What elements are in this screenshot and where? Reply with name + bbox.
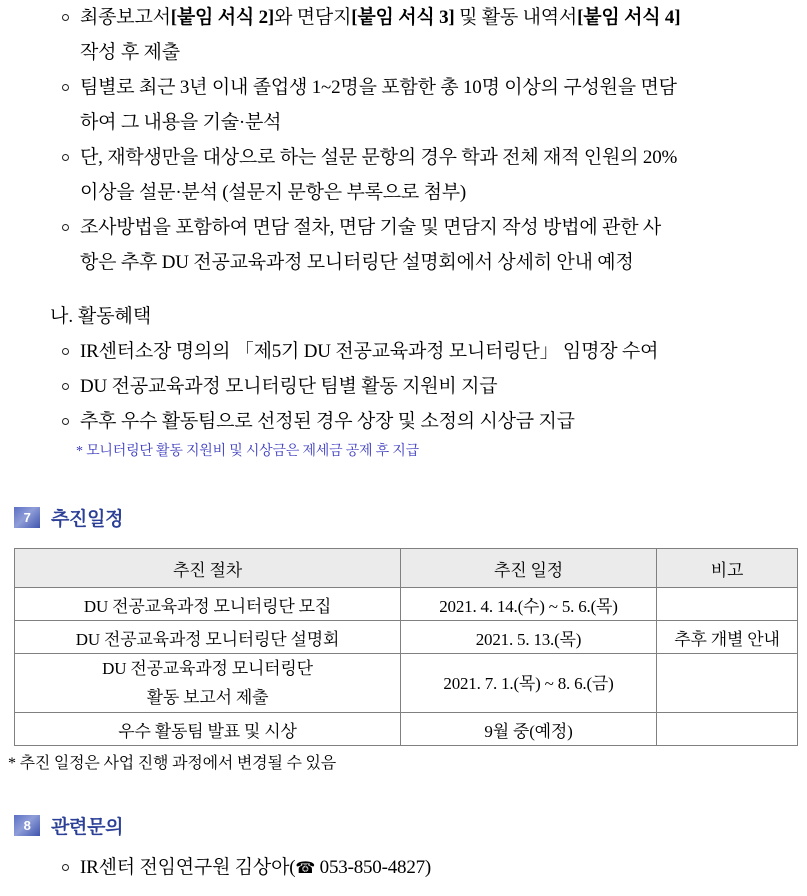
section-title: 추진일정 xyxy=(51,509,124,530)
table-head xyxy=(15,549,798,588)
cell-procedure: 우수 활동팀 발표 및 시상 xyxy=(15,713,401,746)
section-number-badge: 7 xyxy=(14,507,40,528)
cell-remark xyxy=(657,713,798,746)
bullet-text-part: 와 면담지 xyxy=(274,7,352,28)
bullet-text-part: 및 활동 내역서 xyxy=(454,7,578,28)
bullet-text-bold: [붙임 서식 2] xyxy=(170,7,275,28)
list-item xyxy=(58,210,798,280)
table-header-row xyxy=(15,549,798,588)
requirements-list xyxy=(58,0,798,280)
benefit-heading: 나. 활동혜택 xyxy=(50,306,152,327)
bullet-text-cont: 작성 후 제출 xyxy=(80,42,180,63)
list-item xyxy=(58,850,798,885)
bullet-text-part: 단, 재학생만을 대상으로 하는 설문 문항의 경우 학과 전체 재적 인원의 20% xyxy=(80,147,678,168)
cell-remark xyxy=(657,654,798,713)
bullet-text-bold: [붙임 서식 3] xyxy=(351,7,455,28)
telephone-icon: ☎ xyxy=(295,858,316,877)
cell-procedure: DU 전공교육과정 모니터링단 모집 xyxy=(15,588,401,621)
section-number-badge: 8 xyxy=(14,815,40,836)
cell-procedure-line2: 활동 보고서 제출 xyxy=(146,688,269,707)
table-row xyxy=(15,621,798,654)
cell-schedule: 2021. 5. 13.(목) xyxy=(401,621,657,654)
cell-procedure: DU 전공교육과정 모니터링단 설명회 xyxy=(15,621,401,654)
list-item xyxy=(58,70,798,140)
contact-text: IR센터 전임연구원 김상아( xyxy=(80,857,296,878)
list-item xyxy=(58,140,798,210)
table-body xyxy=(15,588,798,746)
section-title: 관련문의 xyxy=(51,817,124,838)
benefit-list xyxy=(58,334,798,439)
column-header-procedure: 추진 절차 xyxy=(15,549,401,588)
contact-list xyxy=(58,850,798,885)
section-heading-contact xyxy=(14,812,123,839)
column-header-remark: 비고 xyxy=(657,549,798,588)
table-row xyxy=(15,713,798,746)
list-item xyxy=(58,334,798,369)
cell-remark: 추후 개별 안내 xyxy=(657,621,798,654)
section-heading-schedule xyxy=(14,504,123,531)
cell-schedule: 2021. 7. 1.(목) ~ 8. 6.(금) xyxy=(401,654,657,713)
bullet-text-cont: 항은 추후 DU 전공교육과정 모니터링단 설명회에서 상세히 안내 예정 xyxy=(80,252,634,273)
benefit-text: IR센터소장 명의의 「제5기 DU 전공교육과정 모니터링단」 임명장 수여 xyxy=(80,341,659,362)
list-item xyxy=(58,404,798,439)
list-item xyxy=(58,0,798,70)
schedule-table-wrap xyxy=(14,548,794,746)
bullet-text-bold: [붙임 서식 4] xyxy=(577,7,681,28)
schedule-note: * 추진 일정은 사업 진행 과정에서 변경될 수 있음 xyxy=(8,755,337,772)
contact-phone: 053-850-4827) xyxy=(319,857,432,878)
cell-procedure-line1: DU 전공교육과정 모니터링단 xyxy=(102,659,313,678)
bullet-text-part: 조사방법을 포함하여 면담 절차, 면담 기술 및 면담지 작성 방법에 관한 사 xyxy=(80,217,662,238)
benefit-text: 추후 우수 활동팀으로 선정된 경우 상장 및 소정의 시상금 지급 xyxy=(80,411,575,432)
list-item xyxy=(58,369,798,404)
schedule-table xyxy=(14,548,798,746)
benefit-text: DU 전공교육과정 모니터링단 팀별 활동 지원비 지급 xyxy=(80,376,498,397)
bullet-text-part: 최종보고서 xyxy=(80,7,171,28)
bullet-text-cont: 하여 그 내용을 기술·분석 xyxy=(80,112,282,133)
table-row xyxy=(15,654,798,713)
bullet-text-part: 팀별로 최근 3년 이내 졸업생 1~2명을 포함한 총 10명 이상의 구성원을 면담 xyxy=(80,77,677,98)
cell-schedule: 2021. 4. 14.(수) ~ 5. 6.(목) xyxy=(401,588,657,621)
cell-procedure xyxy=(15,654,401,713)
benefit-note: * 모니터링단 활동 지원비 및 시상금은 제세금 공제 후 지급 xyxy=(76,444,419,459)
cell-schedule: 9월 중(예정) xyxy=(401,713,657,746)
bullet-text-cont: 이상을 설문·분석 (설문지 문항은 부록으로 첨부) xyxy=(80,182,467,203)
cell-remark xyxy=(657,588,798,621)
table-row xyxy=(15,588,798,621)
column-header-schedule: 추진 일정 xyxy=(401,549,657,588)
